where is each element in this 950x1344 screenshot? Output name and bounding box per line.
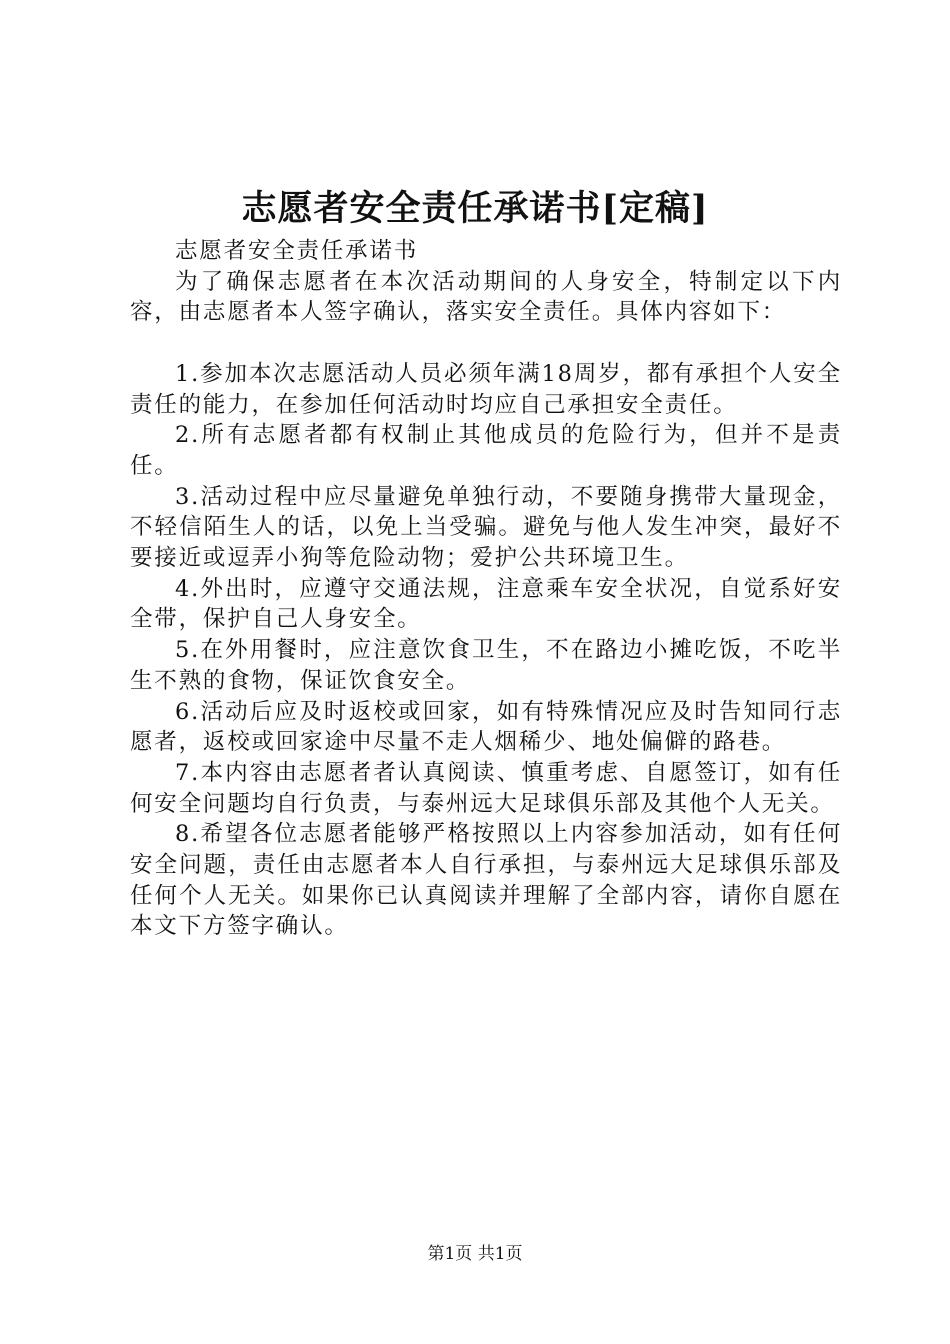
document-body bbox=[130, 236, 842, 942]
paragraph-intro: 为了确保志愿者在本次活动期间的人身安全，特制定以下内容，由志愿者本人签字确认，落实安全责任。具体内容如下： bbox=[130, 268, 842, 326]
paragraph-item-4: 4.外出时，应遵守交通法规，注意乘车安全状况，自觉系好安全带，保护自己人身安全。 bbox=[130, 575, 842, 633]
paragraph-item-5: 5.在外用餐时，应注意饮食卫生，不在路边小摊吃饭，不吃半生不熟的食物，保证饮食安全。 bbox=[130, 637, 842, 694]
document-title: 志愿者安全责任承诺书[定稿] bbox=[241, 188, 709, 229]
paragraph-item-8: 8.希望各位志愿者能够严格按照以上内容参加活动，如有任何安全问题，责任由志愿者本人自行承担，与泰州远大足球俱乐部及任何个人无关。如果你已认真阅读并理解了全部内容，请你自愿在本文下方签字确认。 bbox=[130, 821, 842, 940]
paragraph-item-7: 7.本内容由志愿者者认真阅读、慎重考虑、自愿签订，如有任何安全问题均自行负责，与泰州远大足球俱乐部及其他个人无关。 bbox=[130, 759, 842, 817]
paragraph-spacer bbox=[130, 328, 842, 359]
paragraph-item-3: 3.活动过程中应尽量避免单独行动，不要随身携带大量现金，不轻信陌生人的话，以免上当受骗。避免与他人发生冲突，最好不要接近或逗弄小狗等危险动物；爱护公共环境卫生。 bbox=[130, 483, 842, 572]
page-footer: 第1页 共1页 bbox=[427, 1244, 523, 1264]
paragraph-item-1: 1.参加本次志愿活动人员必须年满18周岁，都有承担个人安全责任的能力，在参加任何活动时均应自己承担安全责任。 bbox=[130, 360, 842, 418]
paragraph-item-2: 2.所有志愿者都有权制止其他成员的危险行为，但并不是责任。 bbox=[130, 422, 842, 479]
paragraph-item-6: 6.活动后应及时返校或回家，如有特殊情况应及时告知同行志愿者，返校或回家途中尽量不走人烟稀少、地处偏僻的路巷。 bbox=[130, 698, 842, 756]
paragraph-heading: 志愿者安全责任承诺书 bbox=[175, 238, 419, 264]
